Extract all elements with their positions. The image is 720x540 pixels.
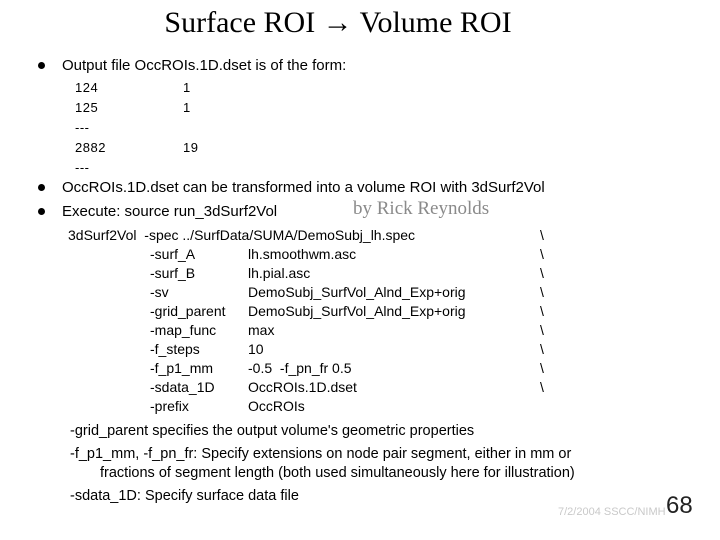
footer-credit: 7/2/2004 SSCC/NIMH xyxy=(558,506,666,518)
bullet-icon xyxy=(38,62,45,69)
node-index: 124 xyxy=(75,80,99,95)
command-flag: -sdata_1D xyxy=(150,379,215,395)
line-continuation: \ xyxy=(540,379,544,395)
command-value: max xyxy=(248,322,275,338)
line-continuation: \ xyxy=(540,246,544,262)
roi-value: 1 xyxy=(183,100,191,115)
command-value: OccROIs.1D.dset xyxy=(248,379,357,395)
command-value: OccROIs xyxy=(248,398,305,414)
roi-value: 19 xyxy=(183,140,199,155)
note-extensions-wrap: fractions of segment length (both used simultaneously here for illustration) xyxy=(100,465,575,481)
command-flag: -map_func xyxy=(150,322,217,338)
command-flag: -f_steps xyxy=(150,341,200,357)
listing-row xyxy=(75,140,198,155)
listing-row xyxy=(75,160,183,175)
bullet-icon xyxy=(38,208,45,215)
page-number: 68 xyxy=(666,492,693,519)
bullet-item-transform xyxy=(38,179,545,196)
command-line xyxy=(0,398,720,417)
roi-value: 1 xyxy=(183,80,191,95)
page-title: Surface ROI → Volume ROI xyxy=(164,6,512,39)
command-flag: -sv xyxy=(150,284,169,300)
command-value: lh.smoothwm.asc xyxy=(248,246,357,262)
command-line xyxy=(0,360,720,379)
command-line xyxy=(0,246,720,265)
command-value: DemoSubj_SurfVol_Alnd_Exp+orig xyxy=(248,303,466,319)
command-flag: -f_p1_mm xyxy=(150,360,214,376)
note-sdata: -sdata_1D: Specify surface data file xyxy=(70,488,299,504)
node-index: 125 xyxy=(75,100,99,115)
bullet-icon xyxy=(38,184,45,191)
byline: by Rick Reynolds xyxy=(353,198,490,219)
command-line xyxy=(0,341,720,360)
command-value: DemoSubj_SurfVol_Alnd_Exp+orig xyxy=(248,284,466,300)
command-program: 3dSurf2Vol -spec ../SurfData/SUMA/DemoSubj_lh.spec xyxy=(68,227,416,243)
listing-row xyxy=(75,80,191,95)
node-index: --- xyxy=(75,160,90,175)
note-grid-parent: -grid_parent specifies the output volume's geometric properties xyxy=(70,423,475,439)
command-line xyxy=(0,322,720,341)
line-continuation: \ xyxy=(540,341,544,357)
node-index: --- xyxy=(75,120,90,135)
bullet-text: OccROIs.1D.dset can be transformed into a volume ROI with 3dSurf2Vol xyxy=(62,179,545,196)
listing-row xyxy=(75,120,183,135)
command-value: lh.pial.asc xyxy=(248,265,311,281)
command-line xyxy=(0,265,720,284)
command-line xyxy=(0,227,720,246)
bullet-text: Output file OccROIs.1D.dset is of the form: xyxy=(62,57,347,74)
line-continuation: \ xyxy=(540,322,544,338)
command-flag: -grid_parent xyxy=(150,303,226,319)
bullet-item-output-file xyxy=(38,57,346,74)
line-continuation: \ xyxy=(540,284,544,300)
command-flag: -surf_B xyxy=(150,265,196,281)
note-extensions: -f_p1_mm, -f_pn_fr: Specify extensions on node pair segment, either in mm or xyxy=(70,446,572,462)
line-continuation: \ xyxy=(540,303,544,319)
command-line xyxy=(0,379,720,398)
command-value: 10 xyxy=(248,341,264,357)
bullet-item-execute xyxy=(38,203,277,220)
line-continuation: \ xyxy=(540,227,544,243)
listing-row xyxy=(75,100,191,115)
command-line xyxy=(0,303,720,322)
line-continuation: \ xyxy=(540,265,544,281)
command-value: -0.5 -f_pn_fr 0.5 xyxy=(248,360,352,376)
bullet-text: Execute: source run_3dSurf2Vol xyxy=(62,203,278,220)
command-line xyxy=(0,284,720,303)
line-continuation: \ xyxy=(540,360,544,376)
node-index: 2882 xyxy=(75,140,106,155)
command-flag: -surf_A xyxy=(150,246,196,262)
command-flag: -prefix xyxy=(150,398,189,414)
